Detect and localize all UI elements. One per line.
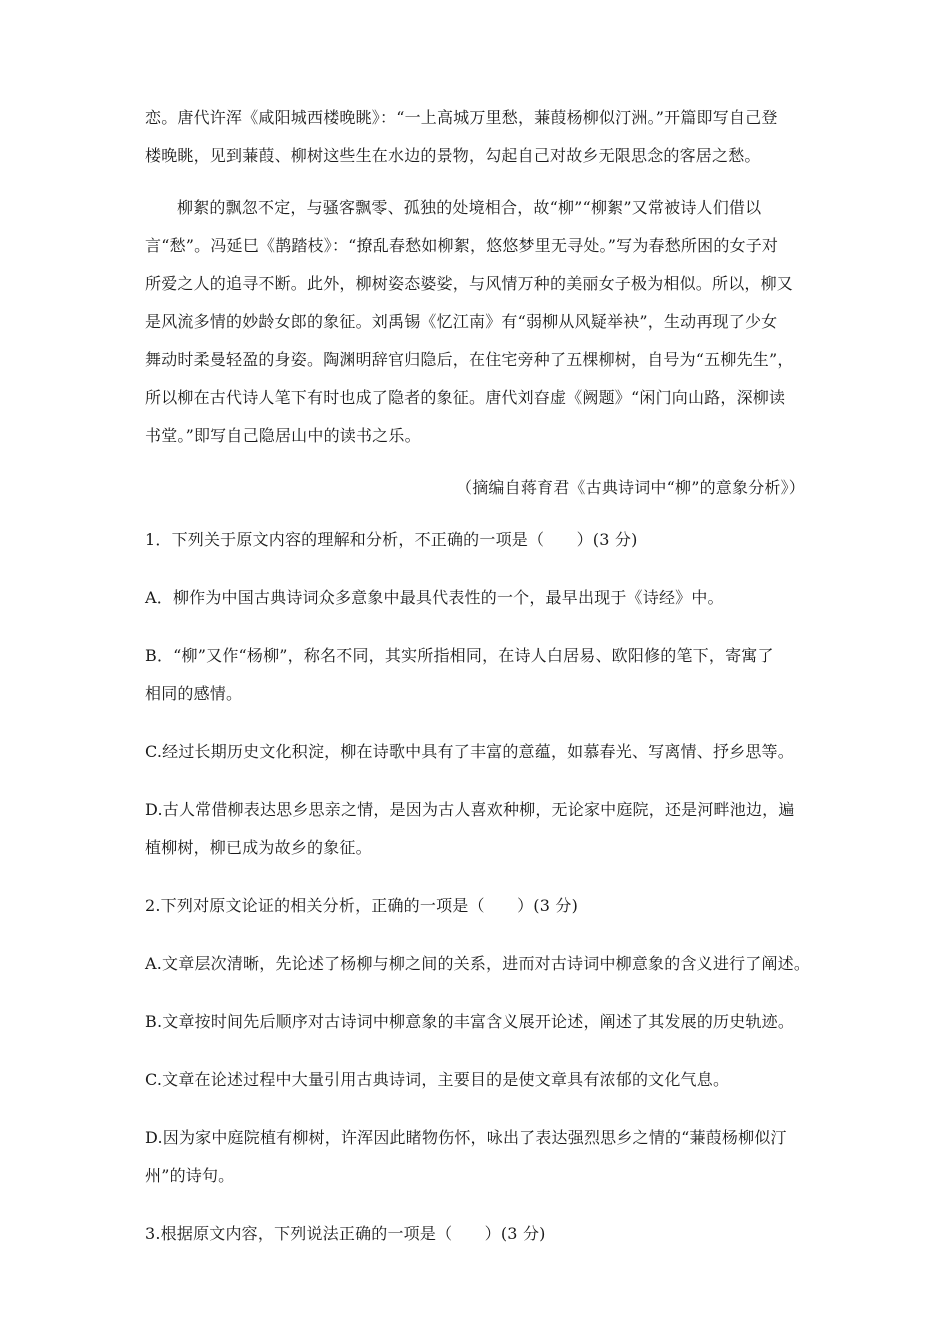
- option-d: D.因为家中庭院植有柳树，许浑因此睹物伤怀，咏出了表达强烈思乡之情的“蒹葭杨柳似汀: [145, 1128, 787, 1147]
- text-line: 书堂。”即写自己隐居山中的读书之乐。: [145, 426, 421, 445]
- question-stem: 1．下列关于原文内容的理解和分析，不正确的一项是（ ）(3 分): [145, 530, 638, 549]
- passage-paragraph-1: [145, 99, 815, 175]
- source-citation: （摘编自蒋育君《古典诗词中“柳”的意象分析》）: [456, 478, 805, 497]
- text-line: 恋。唐代许浑《咸阳城西楼晚眺》：“一上高城万里愁，蒹葭杨柳似汀洲。”开篇即写自己登: [145, 108, 778, 127]
- option-c: C.经过长期历史文化积淀，柳在诗歌中具有了丰富的意蕴，如慕春光、写离情、抒乡思等。: [145, 742, 794, 761]
- text-line: 所以柳在古代诗人笔下有时也成了隐者的象征。唐代刘昚虚《阙题》“闲门向山路，深柳读: [145, 388, 786, 407]
- question-2: [145, 887, 815, 1195]
- text-line: 言“愁”。冯延巳《鹊踏枝》：“撩乱春愁如柳絮，悠悠梦里无寻处。”写为春愁所困的女子对: [145, 236, 779, 255]
- option-d: D.古人常借柳表达思乡思亲之情，是因为古人喜欢种柳，无论家中庭院，还是河畔池边，遍: [145, 800, 795, 819]
- text-line: 所爱之人的追寻不断。此外，柳树姿态婆娑，与风情万种的美丽女子极为相似。所以，柳又: [145, 274, 794, 293]
- option-d-continued: 州”的诗句。: [145, 1166, 235, 1185]
- option-d-continued: 植柳树，柳已成为故乡的象征。: [145, 838, 372, 857]
- text-line: 舞动时柔曼轻盈的身姿。陶渊明辞官归隐后，在住宅旁种了五棵柳树，自号为“五柳先生”，: [145, 350, 794, 369]
- text-line: 楼晚眺，见到蒹葭、柳树这些生在水边的景物，勾起自己对故乡无限思念的客居之愁。: [145, 146, 761, 165]
- option-b-continued: 相同的感情。: [145, 684, 243, 703]
- option-b: B．“柳”又作“杨柳”，称名不同，其实所指相同，在诗人白居易、欧阳修的笔下，寄寓了: [145, 646, 774, 665]
- passage-paragraph-2: [145, 189, 815, 455]
- text-line: 柳絮的飘忽不定，与骚客飘零、孤独的处境相合，故“柳”“柳絮”又常被诗人们借以: [177, 198, 762, 217]
- option-a: A.文章层次清晰，先论述了杨柳与柳之间的关系，进而对古诗词中柳意象的含义进行了阐述。: [145, 954, 811, 973]
- document-page: [145, 0, 815, 1253]
- question-3: [145, 1215, 815, 1253]
- option-c: C.文章在论述过程中大量引用古典诗词，主要目的是使文章具有浓郁的文化气息。: [145, 1070, 730, 1089]
- option-b: B.文章按时间先后顺序对古诗词中柳意象的丰富含义展开论述，阐述了其发展的历史轨迹。: [145, 1012, 795, 1031]
- question-1: [145, 521, 815, 867]
- option-a: A．柳作为中国古典诗词众多意象中最具代表性的一个，最早出现于《诗经》中。: [145, 588, 724, 607]
- text-line: 是风流多情的妙龄女郎的象征。刘禹锡《忆江南》有“弱柳从风疑举袂”，生动再现了少女: [145, 312, 778, 331]
- question-stem: 3.根据原文内容，下列说法正确的一项是（ ）(3 分): [145, 1224, 546, 1243]
- question-stem: 2.下列对原文论证的相关分析，正确的一项是（ ）(3 分): [145, 896, 579, 915]
